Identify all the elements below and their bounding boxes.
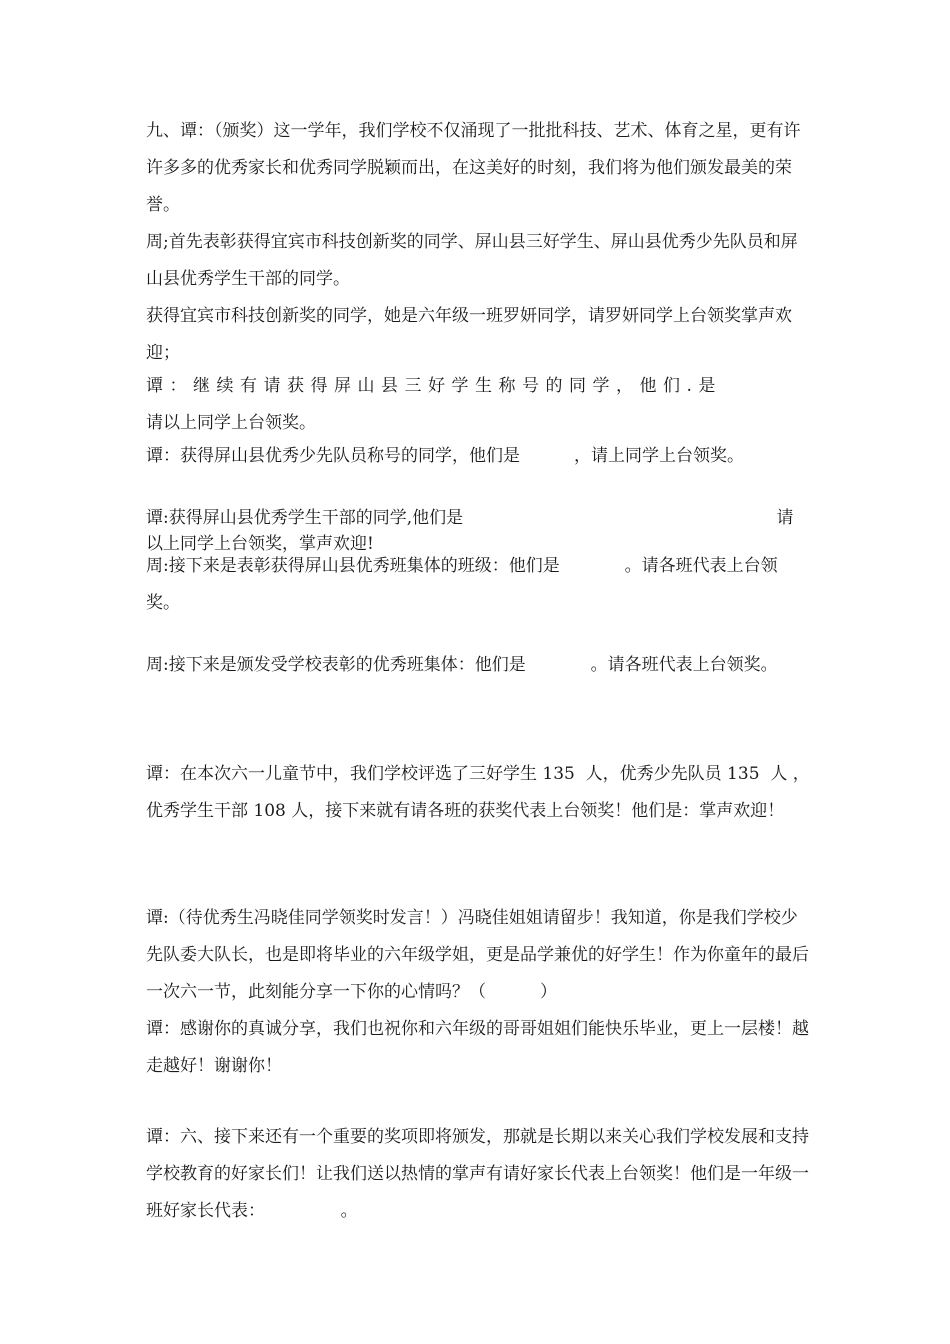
thanks-paragraph: 谭：感谢你的真诚分享，我们也祝你和六年级的哥哥姐姐们能快乐毕业，更上一层楼！越走越好！谢谢你！: [146, 1019, 809, 1076]
commend-list-paragraph: 周;首先表彰获得宜宾市科技创新奖的同学、屏山县三好学生、屏山县优秀少先队员和屏山县优秀学生干部的同学。: [146, 232, 798, 289]
student-cadre-paragraph: 谭:获得屏山县优秀学生干部的同学,他们是 请以上同学上台领奖，掌声欢迎!: [146, 508, 794, 554]
county-class-paragraph: 周:接下来是表彰获得屏山县优秀班集体的班级：他们是 。请各班代表上台领奖。: [146, 556, 778, 613]
innovation-award-paragraph: 获得宜宾市科技创新奖的同学，她是六年级一班罗妍同学，请罗妍同学上台领奖掌声欢迎；: [146, 306, 792, 363]
award-count-paragraph: 谭：在本次六一儿童节中，我们学校评选了三好学生 135 人，优秀少先队员 135 人 ，优秀学生干部 108 人，接下来就有请各班的获奖代表上台领奖！他们是：掌声欢迎！: [146, 764, 810, 821]
award-intro-paragraph: 九、谭：（颁奖）这一学年，我们学校不仅涌现了一批批科技、艺术、体育之星，更有许许多多的优秀家长和优秀同学脱颖而出，在这美好的时刻，我们将为他们颁发最美的荣誉。: [146, 121, 801, 215]
student-speech-paragraph: 谭:（待优秀生冯晓佳同学领奖时发言！）冯晓佳姐姐请留步！我知道，你是我们学校少先队委大队长，也是即将毕业的六年级学姐，更是品学兼优的好学生！作为你童年的最后一次六一节，此刻能分享一下你的心情吗？（ ）: [146, 908, 809, 1002]
parent-award-paragraph: 谭：六、接下来还有一个重要的奖项即将颁发，那就是长期以来关心我们学校发展和支持学校教育的好家长们！让我们送以热情的掌声有请好家长代表上台领奖！他们是一年级一班好家长代表： 。: [146, 1127, 809, 1221]
merit-student-invite: 请以上同学上台领奖。: [146, 413, 316, 433]
merit-student-paragraph: 谭：继续有请获得屏山县三好学生称号的同学，他们.是: [146, 376, 722, 396]
young-pioneer-paragraph: 谭：获得屏山县优秀少先队员称号的同学，他们是 ，请上同学上台领奖。: [146, 446, 745, 466]
school-class-paragraph: 周:接下来是颁发受学校表彰的优秀班集体：他们是 。请各班代表上台领奖。: [146, 655, 778, 675]
